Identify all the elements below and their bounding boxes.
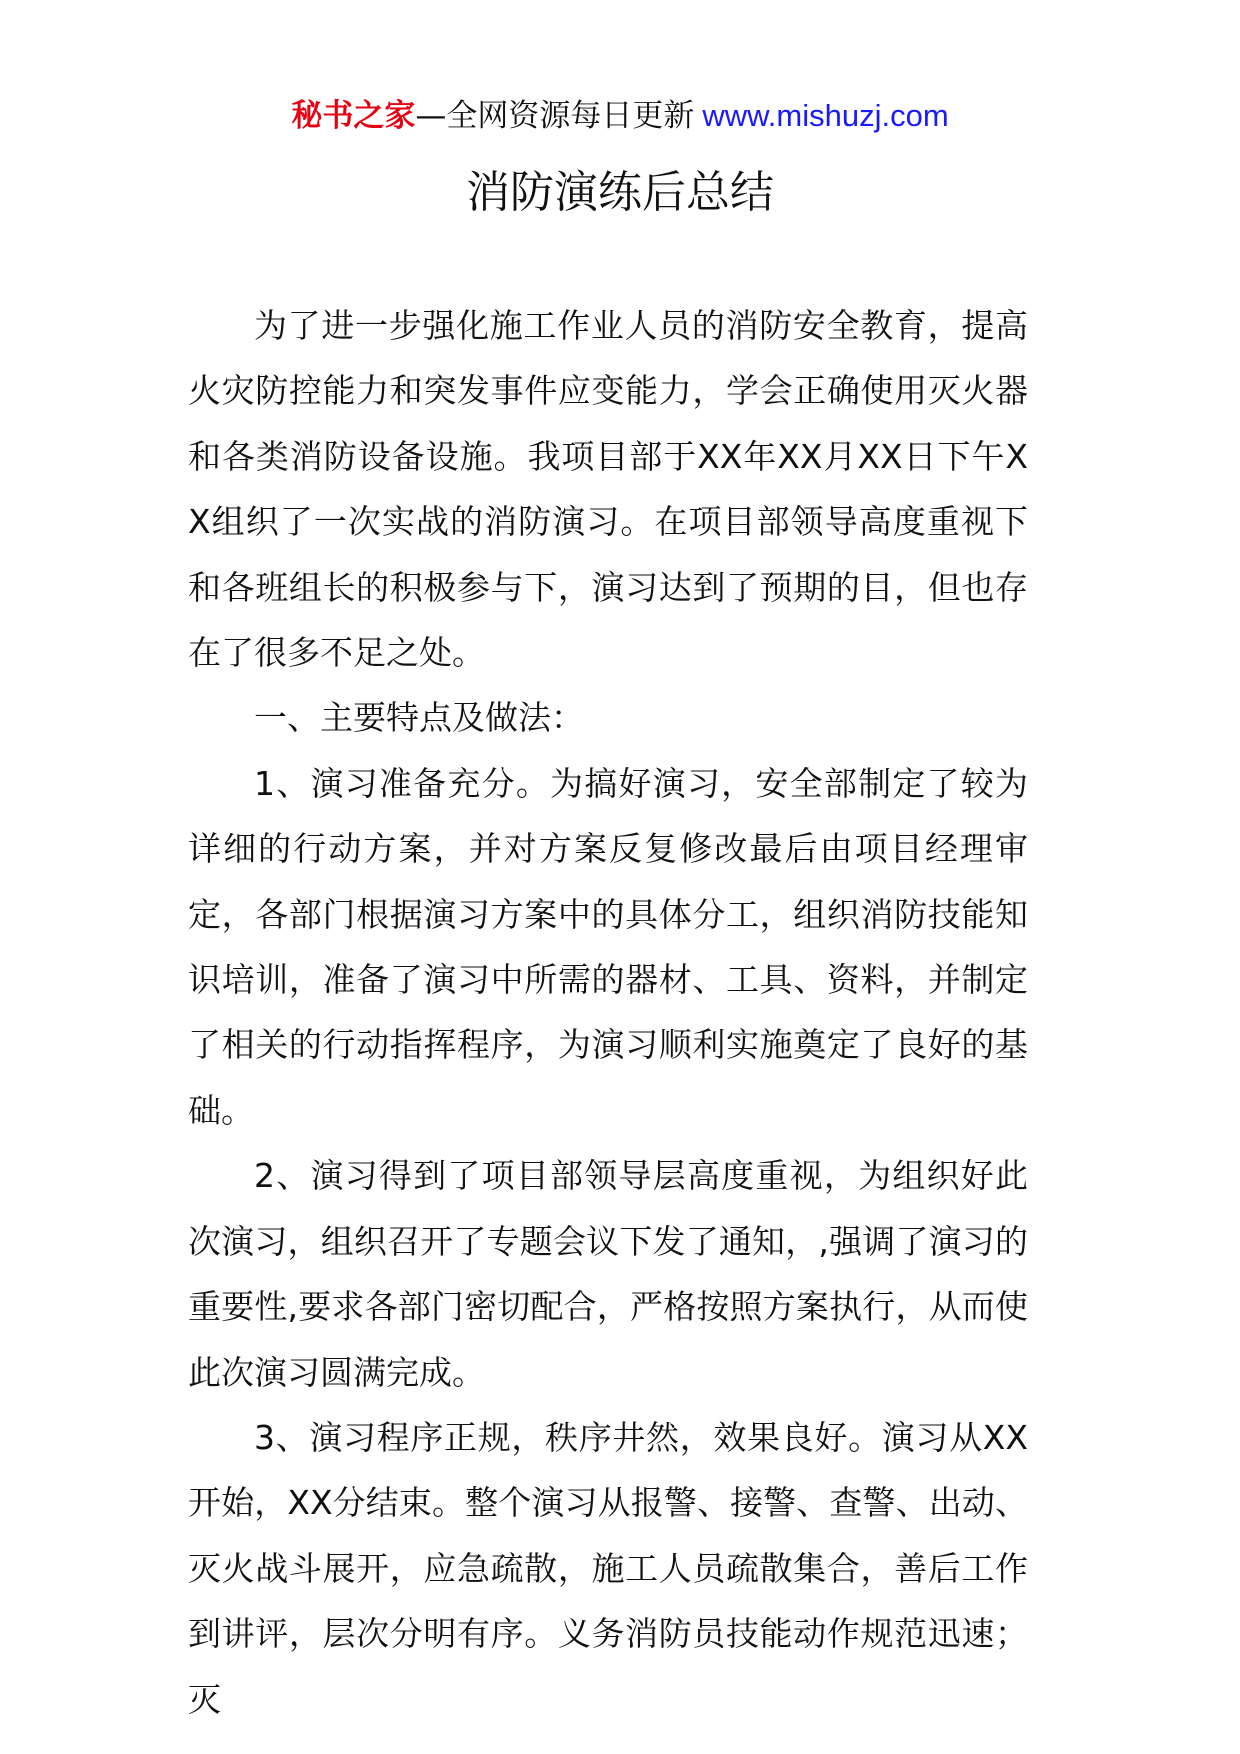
header-tagline: —全网资源每日更新 — [415, 98, 695, 134]
document-title: 消防演练后总结 — [466, 167, 774, 218]
site-header — [0, 96, 1240, 136]
document-body — [188, 293, 1028, 1732]
paragraph-point-1: 1、演习准备充分。为搞好演习，安全部制定了较为详细的行动方案，并对方案反复修改最后由项目经理审定，各部门根据演习方案中的具体分工，组织消防技能知识培训，准备了演习中所需的器材、工具、资料，并制定了相关的行动指挥程序，为演习顺利实施奠定了良好的基础。 — [188, 763, 1028, 1130]
paragraph-point-3: 3、演习程序正规，秩序井然，效果良好。演习从XX开始，XX分结束。整个演习从报警、接警、查警、出动、灭火战斗展开，应急疏散，施工人员疏散集合，善后工作到讲评，层次分明有序。义务消防员技能动作规范迅速；灭 — [188, 1417, 1028, 1719]
section-heading: 一、主要特点及做法： — [254, 698, 584, 738]
paragraph-point-2: 2、演习得到了项目部领导层高度重视，为组织好此次演习，组织召开了专题会议下发了通知，,强调了演习的重要性,要求各部门密切配合，严格按照方案执行，从而使此次演习圆满完成。 — [188, 1156, 1028, 1392]
brand-name: 秘书之家 — [291, 98, 416, 134]
paragraph-intro: 为了进一步强化施工作业人员的消防安全教育，提高火灾防控能力和突发事件应变能力，学会正确使用灭火器和各类消防设备设施。我项目部于XX年XX月XX日下午XX组织了一次实战的消防演习。在项目部领导高度重视下和各班组长的积极参与下，演习达到了预期的目，但也存在了很多不足之处。 — [188, 306, 1028, 673]
site-url-link[interactable]: www.mishuzj.com — [702, 98, 949, 133]
